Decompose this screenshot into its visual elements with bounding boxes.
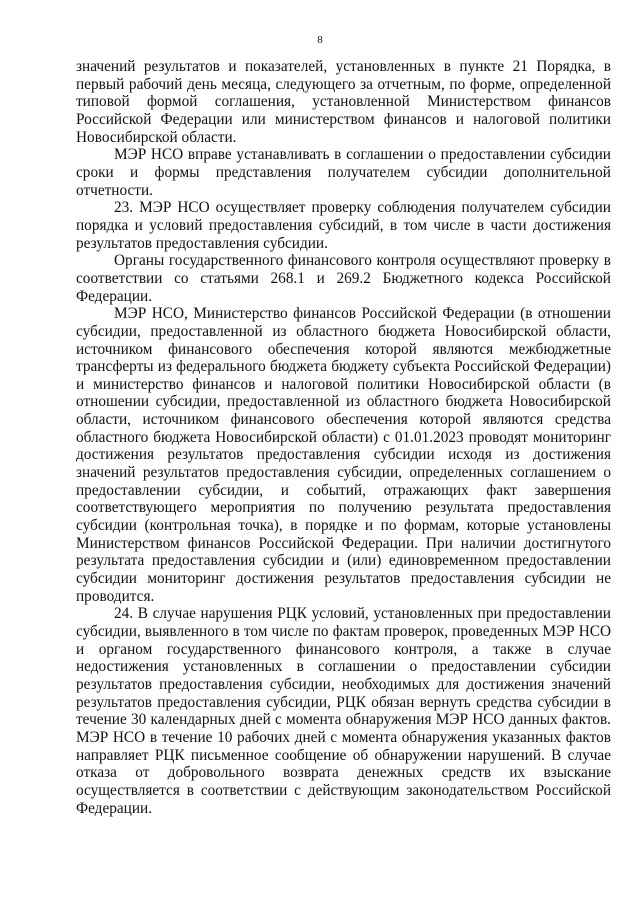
- page-number: 8: [317, 34, 323, 46]
- paragraph-additional-reporting: МЭР НСО вправе устанавливать в соглашении о предоставлении субсидии сроки и формы представления получателем субсидии дополнительной отчетности.: [76, 146, 611, 199]
- paragraph-item-24: 24. В случае нарушения РЦК условий, установленных при предоставлении субсидии, выявленного в том числе по фактам проверок, проведенных МЭР НСО и органом государственного финансового контроля, а также в случае недостижения установленных в соглашении о предоставлении субсидии результатов предоставления субсидии, необходимых для достижения значений результатов предоставления субсидии, РЦК обязан вернуть средства субсидии в течение 30 календарных дней с момента обнаружения МЭР НСО данных фактов. МЭР НСО в течение 10 рабочих дней с момента обнаружения указанных фактов направляет РЦК письменное сообщение об обнаружении нарушений. В случае отказа от добровольного возврата денежных средств их взыскание осуществляется в соответствии с действующим законодательством Российской Федерации.: [76, 605, 611, 817]
- paragraph-monitoring: МЭР НСО, Министерство финансов Российской Федерации (в отношении субсидии, предоставленной из областного бюджета Новосибирской области, источником финансового обеспечения которой являются межбюджетные трансферты из федерального бюджета бюджету субъекта Российской Федерации) и министерство финансов и налоговой политики Новосибирской области (в отношении субсидии, предоставленной из областного бюджета Новосибирской области, источником финансового обеспечения которой являются средства областного бюджета Новосибирской области) с 01.01.2023 проводят мониторинг достижения результатов предоставления субсидии исходя из достижения значений результатов предоставления субсидии, определенных соглашением о предоставлении субсидии, и событий, отражающих факт завершения соответствующего мероприятия по получению результата предоставления субсидии (контрольная точка), в порядке и по формам, которые установлены Министерством финансов Российской Федерации. При наличии достигнутого результата предоставления субсидии и (или) единовременном предоставлении субсидии мониторинг достижения результатов предоставления субсидии не проводится.: [76, 305, 611, 605]
- paragraph-continuation: значений результатов и показателей, установленных в пункте 21 Порядка, в первый рабочий день месяца, следующего за отчетным, по форме, определенной типовой формой соглашения, установленной Министерством финансов Российской Федерации или министерством финансов и налоговой политики Новосибирской области.: [76, 58, 611, 146]
- paragraph-financial-control: Органы государственного финансового контроля осуществляют проверку в соответствии со статьями 268.1 и 269.2 Бюджетного кодекса Российской Федерации.: [76, 252, 611, 305]
- paragraph-item-23: 23. МЭР НСО осуществляет проверку соблюдения получателем субсидии порядка и условий предоставления субсидий, в том числе в части достижения результатов предоставления субсидии.: [76, 199, 611, 252]
- document-body: [76, 58, 611, 817]
